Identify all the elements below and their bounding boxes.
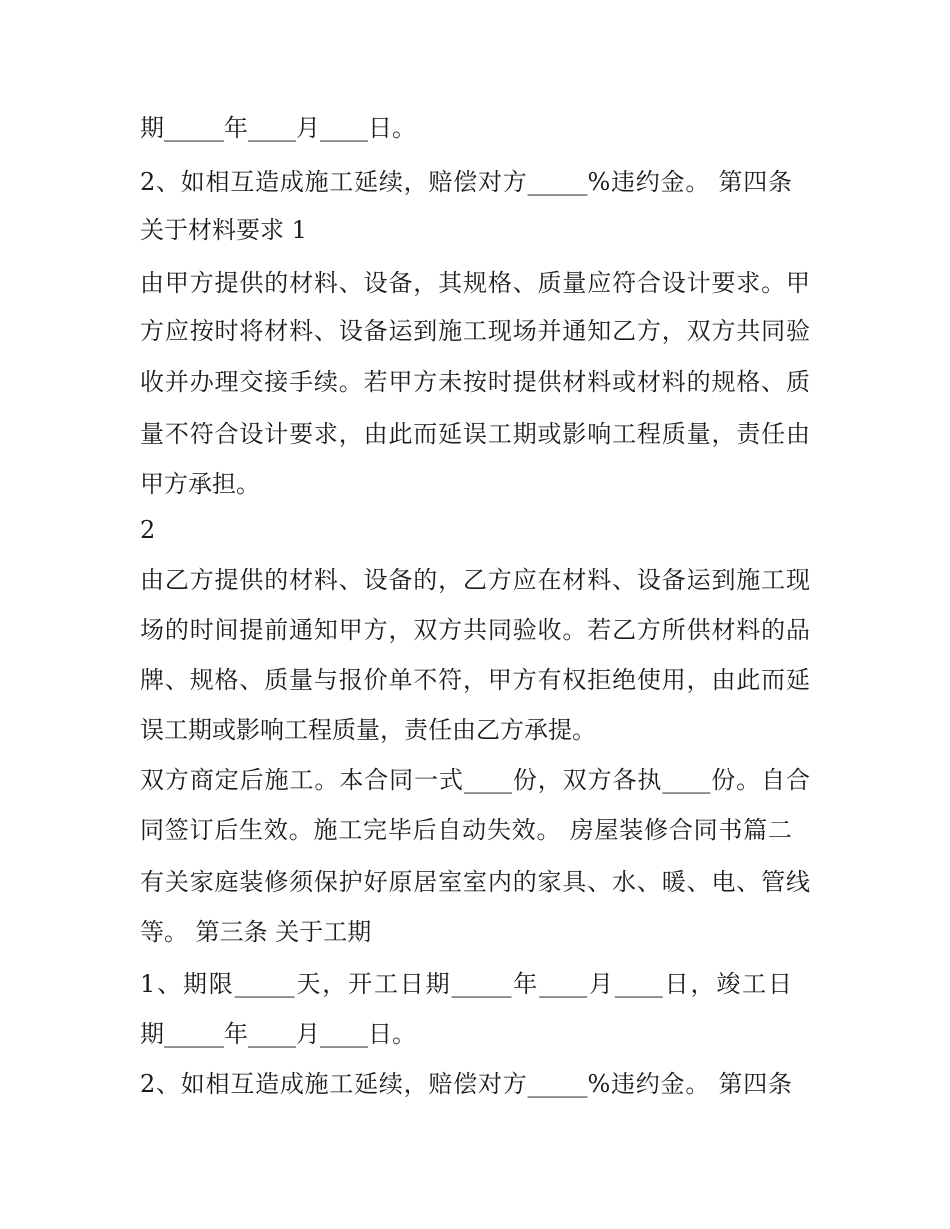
text-line: 等。 第三条 关于工期 xyxy=(140,918,372,946)
text-line: 期_____年____月____日。 xyxy=(140,114,416,142)
text-line: 牌、规格、质量与报价单不符，甲方有权拒绝使用，由此而延 xyxy=(140,666,810,694)
text-line: 1、期限_____天，开工日期_____年____月____日，竣工日 xyxy=(140,970,792,998)
text-line: 收并办理交接手续。若甲方未按时提供材料或材料的规格、质 xyxy=(140,368,810,396)
text-line: 有关家庭装修须保护好原居室室内的家具、水、暖、电、管线 xyxy=(140,868,810,896)
text-line: 关于材料要求 1 xyxy=(140,216,307,244)
text-line: 由乙方提供的材料、设备的，乙方应在材料、设备运到施工现 xyxy=(140,566,810,594)
text-line: 2、如相互造成施工延续，赔偿对方_____%违约金。 第四条 xyxy=(140,168,792,196)
text-line: 方应按时将材料、设备运到施工现场并通知乙方，双方共同验 xyxy=(140,317,810,345)
text-line: 误工期或影响工程质量，责任由乙方承提。 xyxy=(140,716,596,744)
text-line: 同签订后生效。施工完毕后自动失效。 房屋装修合同书篇二 xyxy=(140,816,792,844)
text-line: 量不符合设计要求，由此而延误工期或影响工程质量，责任由 xyxy=(140,420,810,448)
text-line: 甲方承担。 xyxy=(140,470,260,498)
text-line: 由甲方提供的材料、设备，其规格、质量应符合设计要求。甲 xyxy=(140,269,810,297)
text-line: 场的时间提前通知甲方，双方共同验收。若乙方所供材料的品 xyxy=(140,616,810,644)
text-line: 2 xyxy=(140,516,156,544)
text-line: 期_____年____月____日。 xyxy=(140,1020,416,1048)
text-line: 2、如相互造成施工延续，赔偿对方_____%违约金。 第四条 xyxy=(140,1070,792,1098)
text-line: 双方商定后施工。本合同一式____份，双方各执____份。自合 xyxy=(140,766,810,794)
